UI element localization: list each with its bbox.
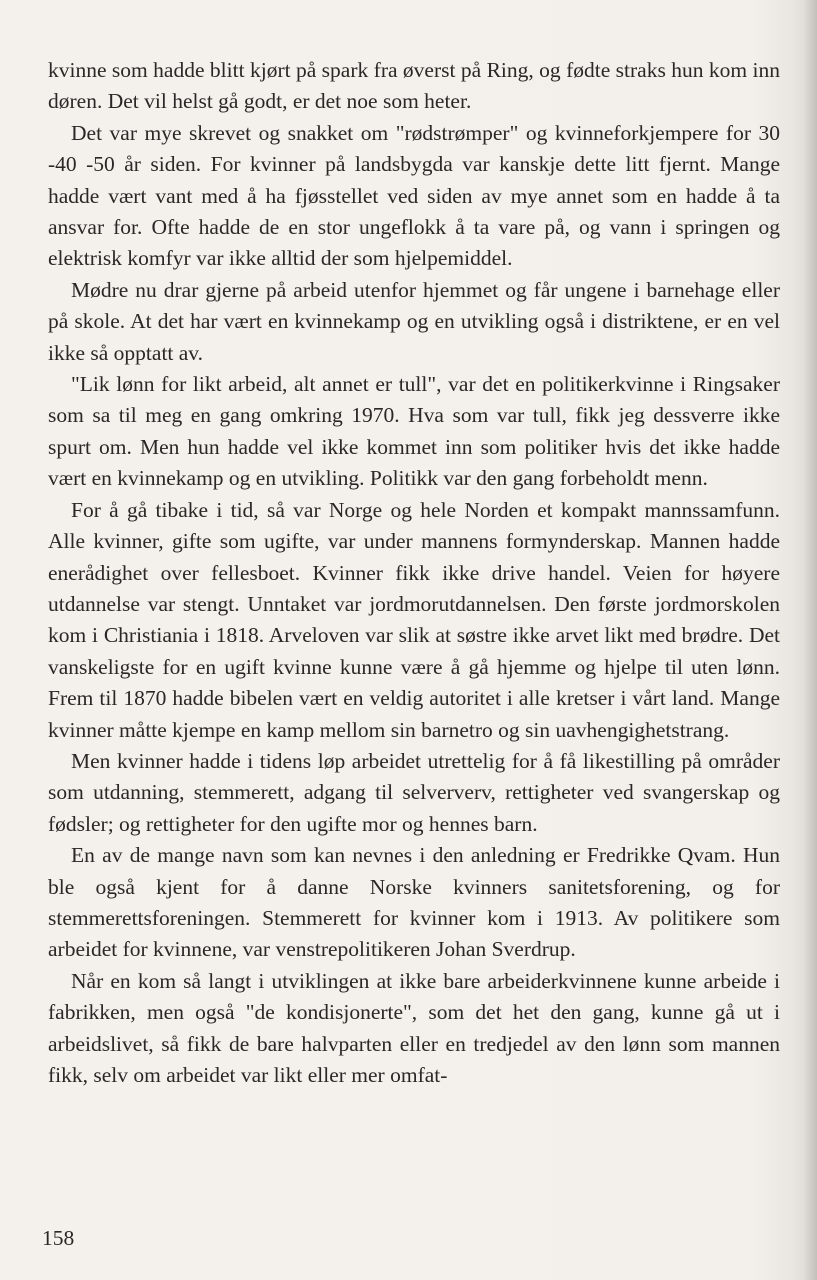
paragraph: "Lik lønn for likt arbeid, alt annet er tull", var det en politikerkvinne i Ringsaker som sa til meg en gang omkring 1970. Hva som var tull, fikk jeg dessverre ikke spurt om. Men hun hadde vel ikke kommet inn som politiker hvis det ikke hadde vært en kvinnekamp og en utvikling. Politikk var den gang forbeholdt menn. <box>48 372 780 491</box>
paragraph: Det var mye skrevet og snakket om "rødstrømper" og kvinneforkjempere for 30 -40 -50 år siden. For kvinner på landsbygda var kanskje dette litt fjernt. Mange hadde vært vant med å ha fjøsstellet ved siden av mye annet som en hadde å ta ansvar for. Ofte hadde de en stor ungeflokk å ta vare på, og vann i springen og elektrisk komfyr var ikke alltid der som hjelpemiddel. <box>48 120 780 271</box>
paragraph: Mødre nu drar gjerne på arbeid utenfor hjemmet og får ungene i barnehage eller på skole. At det har vært en kvinnekamp og en utvikling også i distriktene, er en vel ikke så opptatt av. <box>48 277 780 365</box>
paragraph: kvinne som hadde blitt kjørt på spark fra øverst på Ring, og fødte straks hun kom inn døren. Det vil helst gå godt, er det noe som heter. <box>48 58 780 114</box>
paragraph: En av de mange navn som kan nevnes i den anledning er Fredrikke Qvam. Hun ble også kjent for å danne Norske kvinners sanitetsforening, og for stemmerettsforeningen. Stemmerett for kvinner kom i 1913. Av politikere som arbeidet for kvinnene, var venstrepolitikeren Johan Sverdrup. <box>48 843 780 962</box>
body-text <box>48 55 780 1091</box>
page-edge-shadow <box>803 0 817 1280</box>
paragraph: For å gå tibake i tid, så var Norge og hele Norden et kompakt mannssamfunn. Alle kvinner, gifte som ugifte, var under mannens formynderskap. Mannen hadde enerådighet over fellesboet. Kvinner fikk ikke drive handel. Veien for høyere utdannelse var stengt. Unntaket var jordmorutdannelsen. Den første jordmorskolen kom i Christiania i 1818. Arveloven var slik at søstre ikke arvet likt med brødre. Det vanskeligste for en ugift kvinne kunne være å gå hjemme og hjelpe til uten lønn. Frem til 1870 hadde bibelen vært en veldig autoritet i alle kretser i vårt land. Mange kvinner måtte kjempe en kamp mellom sin barnetro og sin uavhengighetstrang. <box>48 497 780 742</box>
paragraph: Men kvinner hadde i tidens løp arbeidet utrettelig for å få likestilling på områder som utdanning, stemmerett, adgang til selververv, rettigheter ved svangerskap og fødsler; og rettigheter for den ugifte mor og hennes barn. <box>48 748 780 836</box>
paragraph: Når en kom så langt i utviklingen at ikke bare arbeiderkvinnene kunne arbeide i fabrikken, men også "de kondisjonerte", som det het den gang, kunne gå ut i arbeidslivet, så fikk de bare halvparten eller en tredjedel av den lønn som mannen fikk, selv om arbeidet var likt eller mer omfat- <box>48 968 780 1087</box>
page-number: 158 <box>42 1226 75 1250</box>
